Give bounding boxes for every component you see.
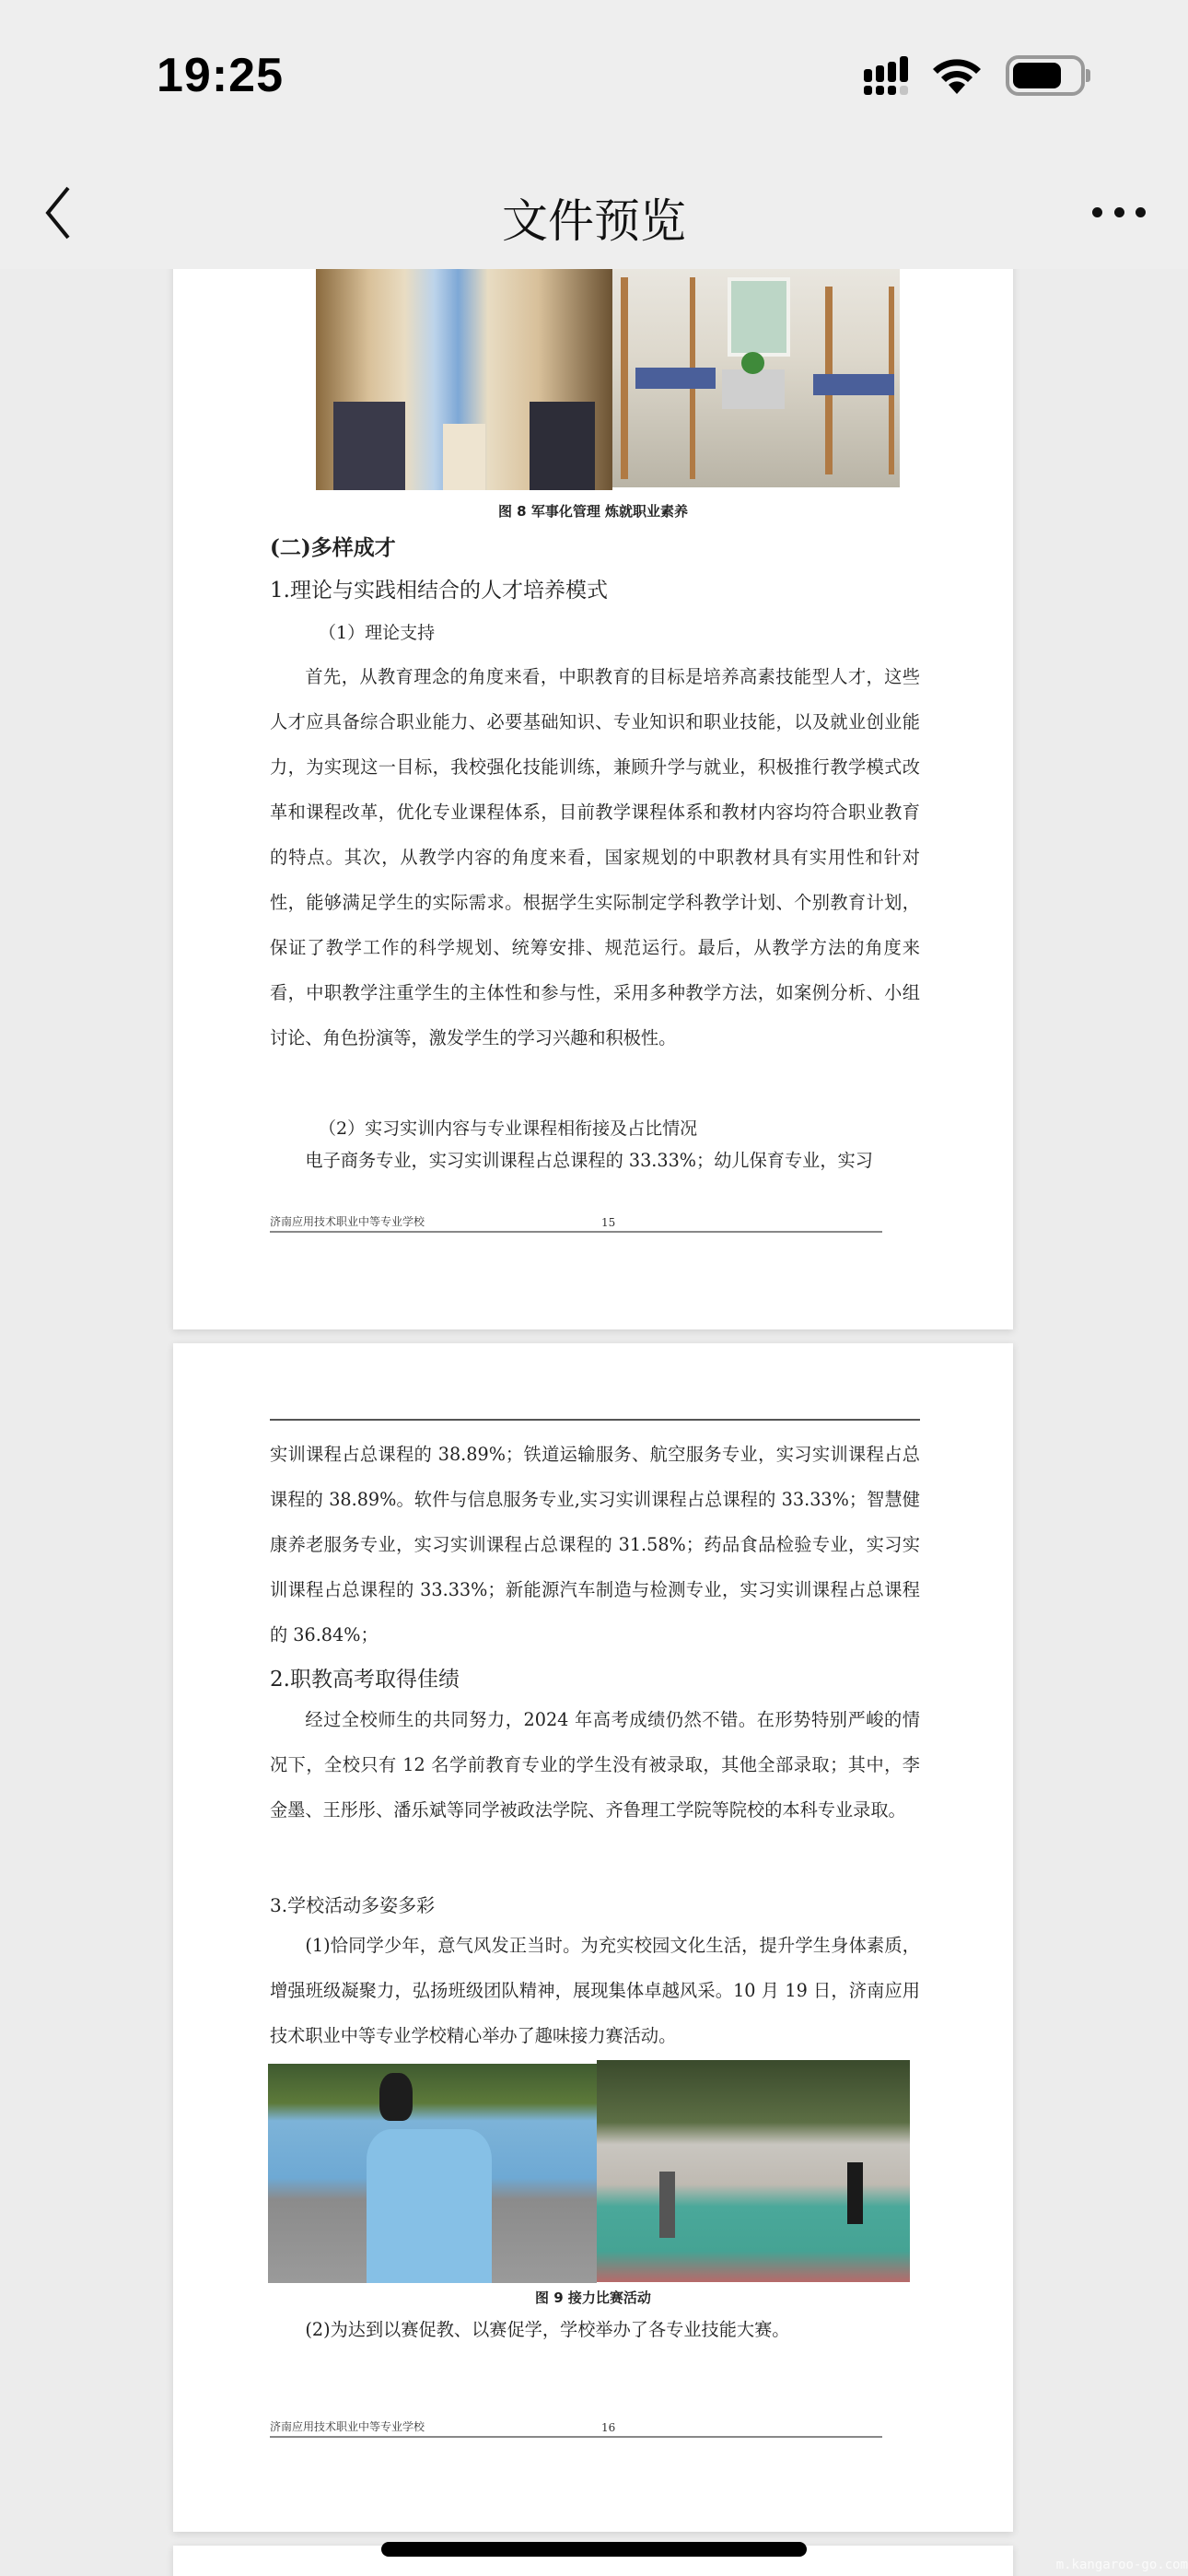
nav-bar [0, 157, 1188, 269]
paragraph-relay-event: (1)恰同学少年，意气风发正当时。为充实校园文化生活，提升学生身体素质，增强班级凝聚力，弘扬班级团队精神，展现集体卓越风采。10 月 19 日，济南应用技术职业中等专业学校精心举办了趣味接力赛活动。 [270, 1935, 920, 2046]
section-heading: (二)多样成才 [270, 535, 396, 560]
document-page-16[interactable] [173, 1343, 1013, 2532]
footer-school-name: 济南应用技术职业中等专业学校 [270, 2420, 425, 2433]
figure-8-caption: 图 8 军事化管理 炼就职业素养 [497, 503, 689, 520]
dormitory-cabinet-bunks-photo [316, 269, 612, 490]
battery-icon [1006, 55, 1085, 96]
paragraph-internship-start: 电子商务专业，实习实训课程占总课程的 33.33%；幼儿保育专业，实习 [305, 1150, 873, 1171]
status-icons [864, 55, 1085, 96]
relay-runner-baton-photo [268, 2064, 597, 2283]
status-bar [0, 0, 1188, 157]
status-time: 19:25 [157, 49, 284, 102]
dormitory-wooden-bunks-photo [612, 269, 900, 487]
footer-school-name: 济南应用技术职业中等专业学校 [270, 1215, 425, 1228]
relay-race-court-photo [597, 2060, 910, 2282]
heading-3: 3.学校活动多姿多彩 [270, 1894, 436, 1916]
cellular-signal-icon [864, 56, 908, 95]
subheading-theory-support: （1）理论支持 [319, 623, 436, 643]
ellipsis-icon [1092, 207, 1102, 217]
document-page-15[interactable] [173, 184, 1013, 1329]
footer-page-number: 16 [601, 2421, 616, 2434]
watermark: m.kangaroo-go.com [1055, 2558, 1188, 2572]
footer-page-number: 15 [601, 1216, 616, 1229]
heading-2: 2.职教高考取得佳绩 [270, 1668, 460, 1692]
paragraph-skills-competition: (2)为达到以赛促教、以赛促学，学校举办了各专业技能大赛。 [305, 2319, 790, 2340]
figure-9-caption: 图 9 接力比赛活动 [535, 2289, 651, 2306]
paragraph-internship-continued: 实训课程占总课程的 38.89%；铁道运输服务、航空服务专业，实习实训课程占总课程的 38.89%。软件与信息服务专业,实习实训课程占总课程的 33.33%；智慧健康养老服务专业，实习实训课程占总课程的 31.58%；药品食品检验专业，实习实训课程占总课程的 33.33%；新能源汽车制造与检测专业，实习实训课程占总课程的 36.84%； [270, 1444, 920, 1645]
paragraph-theory: 首先，从教育理念的角度来看，中职教育的目标是培养高素技能型人才，这些人才应具备综合职业能力、必要基础知识、专业知识和职业技能，以及就业创业能力，为实现这一目标，我校强化技能训练，兼顾升学与就业，积极推行教学模式改革和课程改革，优化专业课程体系，目前教学课程体系和教材内容均符合职业教育的特点。其次，从教学内容的角度来看，国家规划的中职教材具有实用性和针对性，能够满足学生的实际需求。根据学生实际制定学科教学计划、个别教育计划，保证了教学工作的科学规划、统筹安排、规范运行。最后，从教学方法的角度来看，中职教学注重学生的主体性和参与性，采用多种教学方法，如案例分析、小组讨论、角色扮演等，激发学生的学习兴趣和积极性。 [270, 666, 920, 1048]
page-title: 文件预览 [502, 194, 686, 248]
more-options-button[interactable] [1087, 193, 1151, 230]
subheading-internship-ratio: （2）实习实训内容与专业课程相衔接及占比情况 [319, 1118, 698, 1139]
paragraph-exam-results: 经过全校师生的共同努力，2024 年高考成绩仍然不错。在形势特别严峻的情况下，全校只有 12 名学前教育专业的学生没有被录取，其他全部录取；其中，李金墨、王彤彤、潘乐斌等同学被政法学院、齐鲁理工学院等院校的本科专业录取。 [270, 1709, 920, 1821]
page-header-rule [270, 1419, 920, 1421]
wifi-icon [930, 55, 984, 96]
page-footer [270, 1211, 882, 1233]
heading-1: 1.理论与实践相结合的人才培养模式 [270, 579, 608, 603]
home-indicator[interactable] [381, 2542, 807, 2557]
page-footer [270, 2416, 882, 2438]
